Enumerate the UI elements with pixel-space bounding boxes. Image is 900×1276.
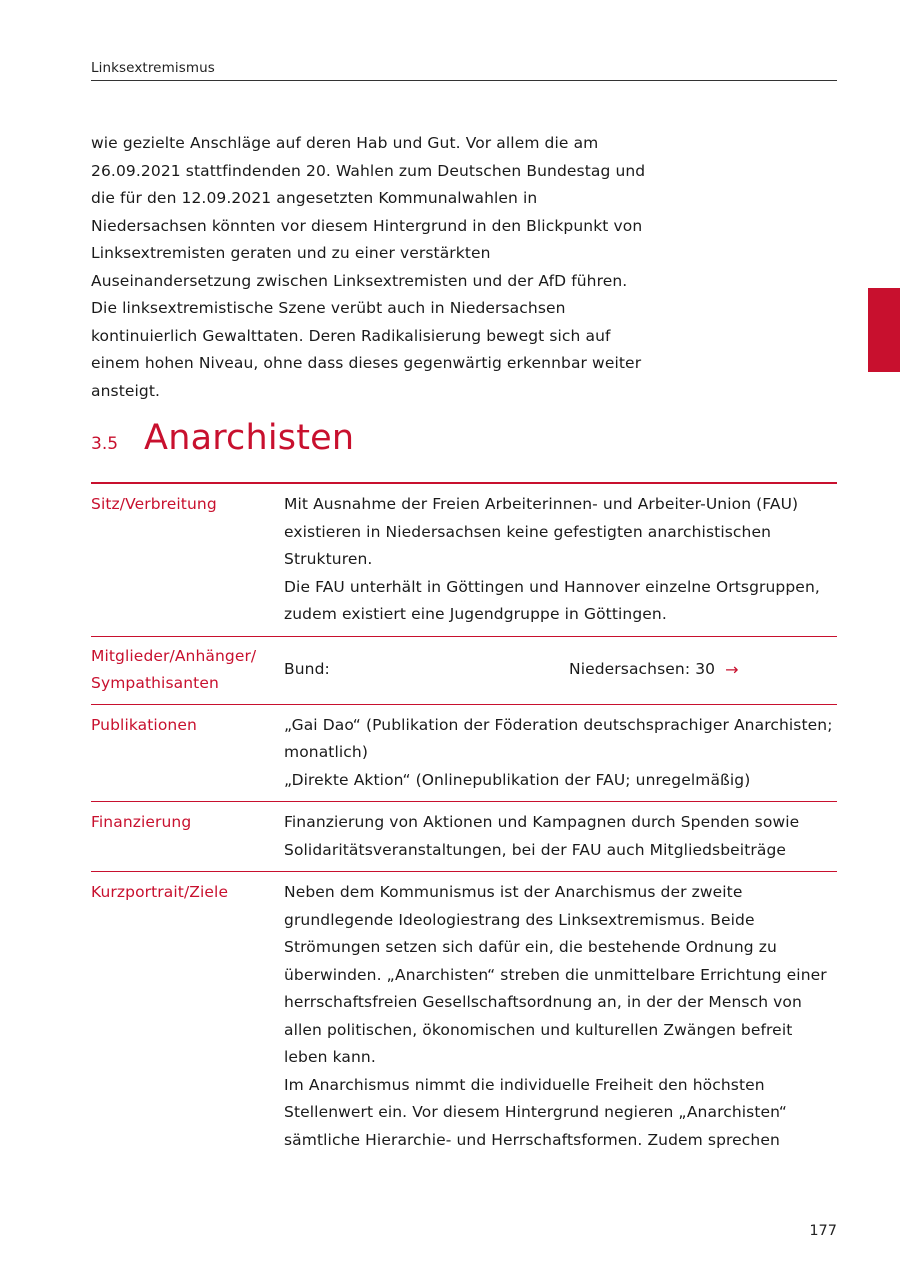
fact-row-finanzierung [91, 802, 837, 872]
chapter-thumb-tab [868, 288, 900, 372]
fact-content [284, 656, 837, 684]
section-title: Anarchisten [144, 418, 355, 458]
fact-paragraph: „Gai Dao“ (Publikation der Föderation deutschsprachiger Anarchisten; monatlich) [284, 715, 833, 761]
running-header: Linksextremismus [91, 60, 215, 76]
fact-row-kurzportrait [91, 872, 837, 1161]
intro-paragraph: Die linksextremistische Szene verübt auch in Niedersachsen kontinuierlich Gewalttaten. Deren Radikalisierung bewegt sich auf einem hohen Niveau, ohne dass dieses gegenwärtig erkennbar weiter ansteigt. [91, 299, 642, 400]
fact-paragraph: „Direkte Aktion“ (Onlinepublikation der FAU; unregelmäßig) [284, 770, 751, 789]
fact-label: Publikationen [91, 715, 197, 734]
fact-row-mitglieder [91, 637, 837, 705]
fact-table [91, 482, 837, 1161]
fact-content [284, 809, 837, 864]
fact-paragraph: Mit Ausnahme der Freien Arbeiterinnen- und Arbeiter-Union (FAU) existieren in Niedersachsen keine gefestigten anarchistischen Strukturen. [284, 495, 799, 568]
page-number: 177 [809, 1223, 837, 1239]
fact-label: Finanzierung [91, 813, 192, 831]
fact-content [284, 712, 837, 795]
fact-paragraph: Finanzierung von Aktionen und Kampagnen durch Spenden sowie Solidaritätsveranstaltungen, bei der FAU auch Mitgliedsbeiträge [284, 813, 800, 859]
intro-paragraph: wie gezielte Anschläge auf deren Hab und Gut. Vor allem die am 26.09.2021 stattfindenden 20. Wahlen zum Deutschen Bundestag und die für den 12.09.2021 angesetzten Kommunalwahlen in Niedersachsen könnten vor diesem Hintergrund in den Blickpunkt von Linksextremisten geraten und zu einer verstärkten Auseinandersetzung zwischen Linksextremisten und der AfD führen. [91, 134, 646, 290]
intro-text [91, 130, 651, 405]
fact-row-sitz [91, 484, 837, 637]
fact-label: Kurzportrait/Ziele [91, 883, 229, 901]
fact-label: Sitz/Verbreitung [91, 495, 217, 513]
section-heading [91, 418, 354, 468]
trend-arrow-icon: → [725, 660, 739, 680]
members-niedersachsen: Niedersachsen: 30 [569, 660, 716, 679]
fact-paragraph: Neben dem Kommunismus ist der Anarchismus der zweite grundlegende Ideologiestrang des Linksextremismus. Beide Strömungen setzen sich dafür ein, die bestehende Ordnung zu überwinden. „Anarchisten“ streben die unmittelbare Errichtung einer herrschaftsfreien Gesellschaftsordnung an, in der der Mensch von allen politischen, ökonomischen und kulturellen Zwängen befreit leben kann. [284, 883, 827, 1066]
members-bund: Bund: [284, 660, 330, 679]
section-number: 3.5 [91, 434, 119, 454]
fact-content [284, 879, 837, 1154]
fact-content [284, 491, 837, 629]
header-rule [91, 80, 837, 81]
fact-label: Mitglieder/Anhänger/ Sympathisanten [91, 646, 257, 692]
fact-paragraph: Die FAU unterhält in Göttingen und Hannover einzelne Ortsgruppen, zudem existiert eine Jugendgruppe in Göttingen. [284, 577, 820, 623]
fact-row-publikationen [91, 705, 837, 803]
fact-paragraph: Im Anarchismus nimmt die individuelle Freiheit den höchsten Stellenwert ein. Vor diesem Hintergrund negieren „Anarchisten“ sämtliche Hierarchie- und Herrschaftsformen. Zudem sprechen [284, 1075, 788, 1149]
